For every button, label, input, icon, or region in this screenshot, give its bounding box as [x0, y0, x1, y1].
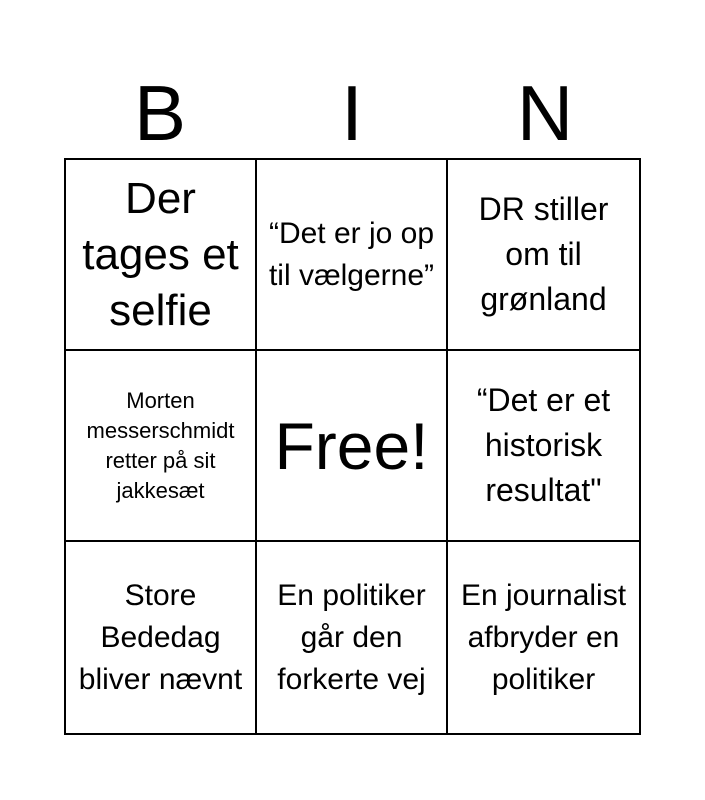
header-letter-b: B	[133, 69, 187, 157]
cell-text: DR stiller om til grønland	[478, 191, 609, 317]
bingo-cell[interactable]	[448, 542, 639, 733]
bingo-header	[64, 68, 641, 158]
cell-text: “Det er jo op til vælgerne”	[268, 216, 435, 292]
bingo-cell[interactable]	[66, 160, 257, 351]
free-cell[interactable]	[257, 351, 448, 542]
bingo-cell[interactable]	[448, 351, 639, 542]
cell-text: En politiker går den forkerte vej	[277, 578, 426, 696]
cell-text: “Det er et historisk resultat"	[476, 382, 611, 508]
bingo-board	[64, 158, 641, 735]
cell-text: En journalist afbryder en politiker	[460, 578, 627, 696]
header-letter-i: I	[341, 69, 363, 157]
bingo-cell[interactable]	[257, 160, 448, 351]
cell-text: Store Bededag bliver nævnt	[78, 578, 243, 696]
bingo-cell[interactable]	[257, 542, 448, 733]
header-letter-n: N	[516, 69, 574, 157]
cell-text: Der tages et selfie	[82, 173, 239, 335]
bingo-cell[interactable]	[448, 160, 639, 351]
bingo-cell[interactable]	[66, 542, 257, 733]
bingo-cell[interactable]	[66, 351, 257, 542]
cell-text: Morten messerschmidt retter på sit jakkesæt	[86, 387, 235, 503]
free-text: Free!	[274, 408, 429, 483]
